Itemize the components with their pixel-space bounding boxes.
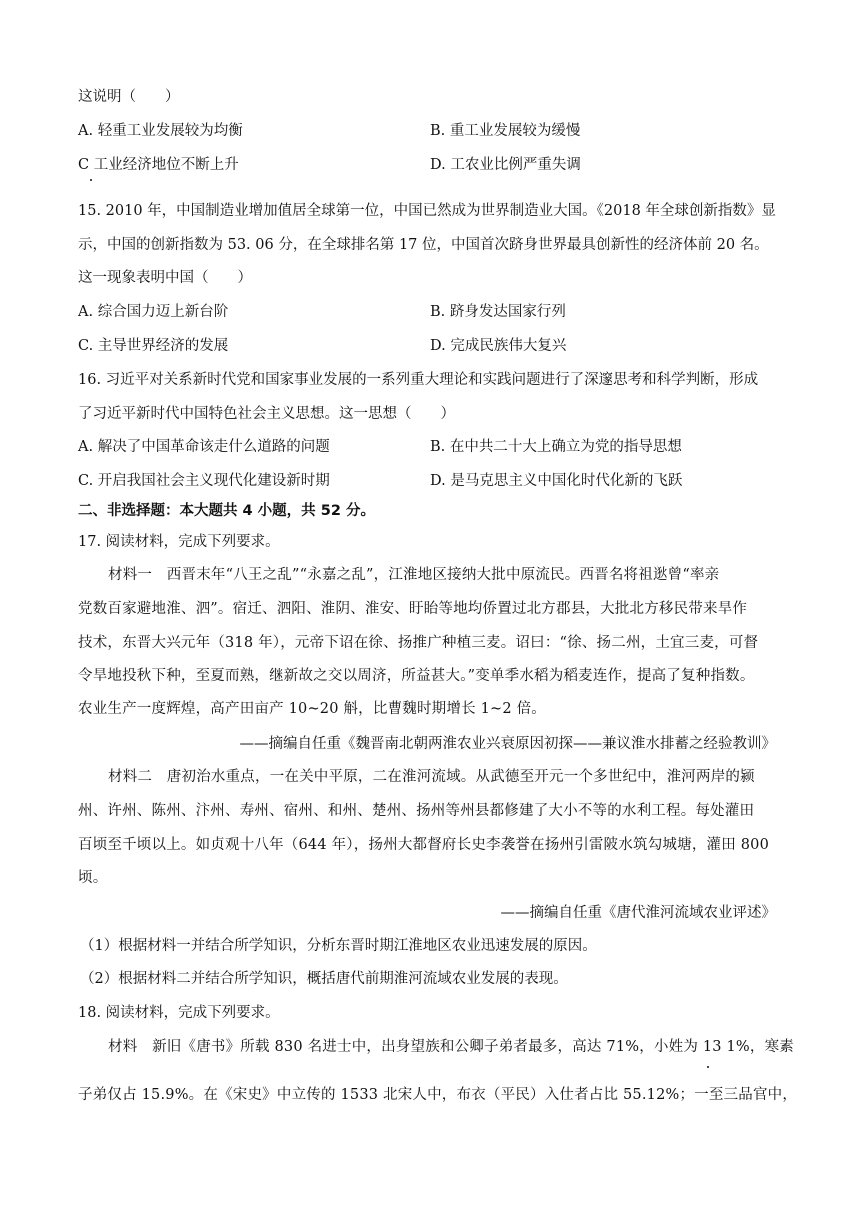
q16-option-a: A. 解决了中国革命该走什么道路的问题 — [78, 439, 330, 455]
q18-material-line-2: 子弟仅占 15.9%。在《宋史》中立传的 1533 北宋人中，布衣（平民）入仕者占比 55.12%；一至三品官中， — [78, 1087, 798, 1103]
q17-material1-line-3: 技术，东晋大兴元年（318 年），元帝下诏在徐、扬推广种植三麦。诏曰：“徐、扬二州，土宜三麦，可督 — [78, 635, 759, 651]
q14-option-c: C 工业经济地位不断上升 — [78, 157, 239, 173]
q15-stem-line-1: 15. 2010 年，中国制造业增加值居全球第一位，中国已然成为世界制造业大国。《2018 年全球创新指数》显 — [78, 203, 776, 219]
q15-option-d: D. 完成民族伟大复兴 — [430, 338, 567, 354]
q17-material2-line-4: 顷。 — [78, 870, 108, 886]
q17-material1-line-5: 农业生产一度辉煌，高产田亩产 10~20 斛，比曹魏时期增长 1~2 倍。 — [78, 701, 546, 717]
q16-option-d: D. 是马克思主义中国化时代化新的飞跃 — [430, 473, 683, 489]
q15-stem-line-3: 这一现象表明中国（ ） — [78, 270, 252, 286]
q17-material1-line-2: 党数百家避地淮、泗”。宿迁、泗阳、淮阴、淮安、盱眙等地均侨置过北方郡县，大批北方移民带来旱作 — [78, 601, 748, 617]
q17-intro: 17. 阅读材料，完成下列要求。 — [78, 534, 280, 550]
q17-material1-line-1: 材料一 西晋末年“八王之乱”“永嘉之乱”，江淮地区接纳大批中原流民。西晋名将祖逖曾“率亲 — [108, 567, 720, 583]
q14-option-a: A. 轻重工业发展较为均衡 — [78, 123, 243, 139]
q16-option-b: B. 在中共二十大上确立为党的指导思想 — [430, 439, 682, 455]
option-c-dot-mark — [90, 179, 92, 181]
q17-material2-line-2: 州、许州、陈州、汴州、寿州、宿州、和州、楚州、扬州等州县都修建了大小不等的水利工程。每处灌田 — [78, 803, 755, 819]
section-2-heading: 二、非选择题：本大题共 4 小题，共 52 分。 — [78, 503, 375, 519]
q15-option-b: B. 跻身发达国家行列 — [430, 304, 566, 320]
q17-material1-line-4: 令旱地投秋下种，至夏而熟，继新故之交以周济，所益甚大。”变单季水稻为稻麦连作，提高了复种指数。 — [78, 668, 755, 684]
q18-material-line-1: 材料 新旧《唐书》所载 830 名进士中，出身望族和公卿子弟者最多，高达 71%，小姓为 13 1%，寒素 — [108, 1039, 795, 1055]
q18-intro: 18. 阅读材料，完成下列要求。 — [78, 1005, 280, 1021]
q17-question-1: （1）根据材料一并结合所学知识，分析东晋时期江淮地区农业迅速发展的原因。 — [80, 938, 597, 954]
q14-option-d: D. 工农业比例严重失调 — [430, 157, 581, 173]
q15-stem-line-2: 示，中国的创新指数为 53. 06 分，在全球排名第 17 位，中国首次跻身世界最具创新性的经济体前 20 名。 — [78, 237, 769, 253]
q16-option-c: C. 开启我国社会主义现代化建设新时期 — [78, 473, 330, 489]
q17-question-2: （2）根据材料二并结合所学知识，概括唐代前期淮河流域农业发展的表现。 — [80, 971, 568, 987]
q16-stem-line-1: 16. 习近平对关系新时代党和国家事业发展的一系列重大理论和实践问题进行了深邃思考和科学判断，形成 — [78, 372, 759, 388]
q17-material2-line-1: 材料二 唐初治水重点，一在关中平原，二在淮河流域。从武德至开元一个多世纪中，淮河两岸的颍 — [108, 769, 755, 785]
q15-option-a: A. 综合国力迈上新台阶 — [78, 304, 229, 320]
q14-option-b: B. 重工业发展较为缓慢 — [430, 123, 581, 139]
decimal-dot-mark — [707, 1066, 709, 1068]
q17-source-1: ——摘编自任重《魏晋南北朝两淮农业兴衰原因初探——兼议淮水排蓄之经验教训》 — [239, 736, 776, 752]
q14-stem-tail: 这说明（ ） — [78, 89, 180, 105]
q16-stem-line-2: 了习近平新时代中国特色社会主义思想。这一思想（ ） — [78, 406, 455, 422]
q17-source-2: ——摘编自任重《唐代淮河流域农业评述》 — [500, 905, 776, 921]
q15-option-c: C. 主导世界经济的发展 — [78, 338, 229, 354]
q17-material2-line-3: 百顷至千顷以上。如贞观十八年（644 年），扬州大都督府长史李袭誉在扬州引雷陂水筑勾城塘，灌田 800 — [78, 837, 770, 853]
